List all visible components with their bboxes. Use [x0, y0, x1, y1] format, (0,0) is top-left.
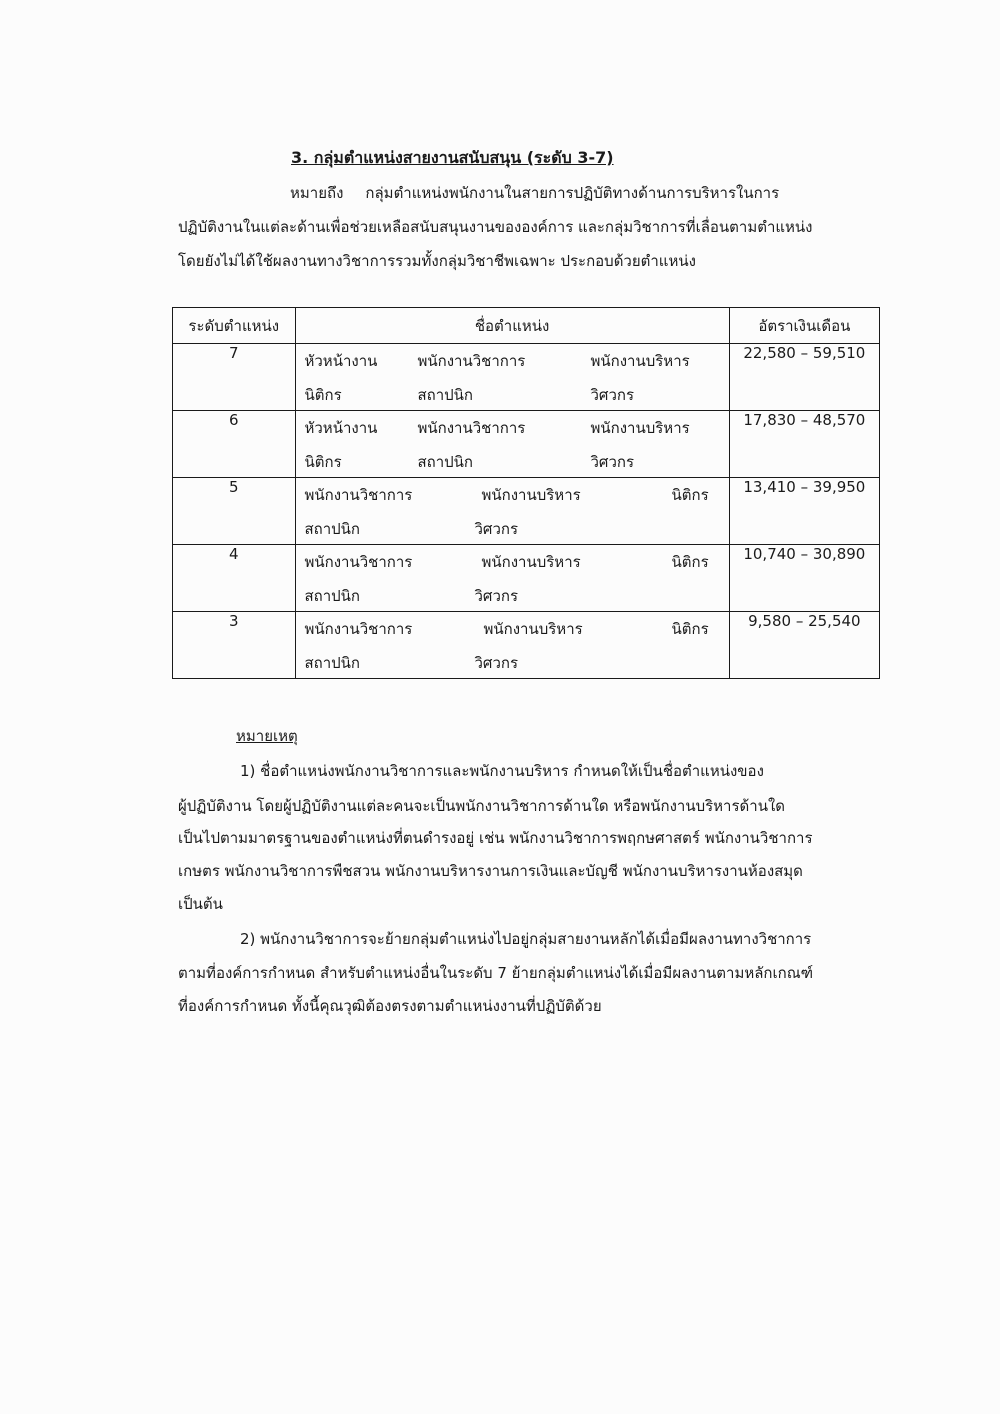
note2-line: ตามที่องค์การกำหนด สำหรับตำแหน่งอื่นในระดับ 7 ย้ายกลุ่มตำแหน่งได้เมื่อมีผลงานตามหลักเกณฑ์	[178, 964, 814, 982]
position-name: พนักงานบริหาร	[590, 419, 690, 437]
position-name: พนักงานบริหาร	[481, 486, 581, 504]
table-row	[173, 478, 880, 545]
position-name: วิศวกร	[590, 453, 635, 471]
level-cell: 4	[173, 545, 296, 612]
position-name: นิติกร	[671, 486, 709, 504]
header-salary: อัตราเงินเดือน	[729, 308, 879, 344]
position-name: พนักงานวิชาการ	[304, 486, 413, 504]
position-name: นิติกร	[304, 453, 342, 471]
position-name: นิติกร	[304, 386, 342, 404]
position-name: วิศวกร	[474, 654, 519, 672]
position-name: สถาปนิก	[304, 654, 361, 672]
position-name: วิศวกร	[474, 520, 519, 538]
names-cell	[295, 545, 729, 612]
position-name: วิศวกร	[590, 386, 635, 404]
names-cell	[295, 411, 729, 478]
note1-line: เป็นไปตามมาตรฐานของตำแหน่งที่ตนดำรงอยู่ เช่น พนักงานวิชาการพฤกษศาสตร์ พนักงานวิชาการ	[178, 829, 813, 847]
level-cell: 6	[173, 411, 296, 478]
position-name: หัวหน้างาน	[304, 352, 378, 370]
definition-line-3: โดยยังไม่ได้ใช้ผลงานทางวิชาการรวมทั้งกลุ่มวิชาชีพเฉพาะ ประกอบด้วยตำแหน่ง	[178, 252, 696, 270]
position-name: นิติกร	[671, 553, 709, 571]
level-cell: 3	[173, 612, 296, 679]
note1-line: เป็นต้น	[178, 895, 223, 913]
salary-cell: 9,580 – 25,540	[729, 612, 879, 679]
header-level: ระดับตำแหน่ง	[173, 308, 296, 344]
definition-line-2: ปฏิบัติงานในแต่ละด้านเพื่อช่วยเหลือสนับสนุนงานขององค์การ และกลุ่มวิชาการที่เลื่อนตามตำแหน่ง	[178, 218, 813, 236]
note1-line: ผู้ปฏิบัติงาน โดยผู้ปฏิบัติงานแต่ละคนจะเป็นพนักงานวิชาการด้านใด หรือพนักงานบริหารด้านใด	[178, 797, 786, 815]
position-name: สถาปนิก	[304, 520, 361, 538]
salary-cell: 13,410 – 39,950	[729, 478, 879, 545]
position-name: หัวหน้างาน	[304, 419, 378, 437]
header-position-names: ชื่อตำแหน่ง	[295, 308, 729, 344]
names-cell	[295, 612, 729, 679]
salary-cell: 10,740 – 30,890	[729, 545, 879, 612]
note2-line: ที่องค์การกำหนด ทั้งนี้คุณวุฒิต้องตรงตามตำแหน่งงานที่ปฏิบัติด้วย	[178, 997, 602, 1015]
positions-table	[172, 307, 880, 679]
salary-cell: 17,830 – 48,570	[729, 411, 879, 478]
table-header-row	[173, 308, 880, 344]
section-heading: 3. กลุ่มตำแหน่งสายงานสนับสนุน (ระดับ 3-7)	[291, 148, 614, 167]
table-row	[173, 545, 880, 612]
level-cell: 5	[173, 478, 296, 545]
definition-text-1: กลุ่มตำแหน่งพนักงานในสายการปฏิบัติทางด้านการบริหารในการ	[365, 184, 780, 202]
table-row	[173, 344, 880, 411]
position-name: สถาปนิก	[304, 587, 361, 605]
position-name: สถาปนิก	[417, 453, 474, 471]
notes-title: หมายเหตุ	[236, 727, 298, 745]
position-name: วิศวกร	[474, 587, 519, 605]
position-name: พนักงานบริหาร	[590, 352, 690, 370]
note1-line: เกษตร พนักงานวิชาการพืชสวน พนักงานบริหารงานการเงินและบัญชี พนักงานบริหารงานห้องสมุด	[178, 862, 803, 880]
table-row	[173, 612, 880, 679]
position-name: นิติกร	[671, 620, 709, 638]
position-name: พนักงานบริหาร	[481, 553, 581, 571]
position-name: พนักงานวิชาการ	[417, 352, 526, 370]
definition-line-1	[290, 181, 954, 205]
definition-term: หมายถึง	[290, 184, 344, 202]
note1-line: 1) ชื่อตำแหน่งพนักงานวิชาการและพนักงานบริหาร กำหนดให้เป็นชื่อตำแหน่งของ	[240, 762, 764, 780]
position-name: พนักงานบริหาร	[483, 620, 583, 638]
level-cell: 7	[173, 344, 296, 411]
salary-cell: 22,580 – 59,510	[729, 344, 879, 411]
names-cell	[295, 478, 729, 545]
position-name: สถาปนิก	[417, 386, 474, 404]
table-row	[173, 411, 880, 478]
position-name: พนักงานวิชาการ	[304, 620, 413, 638]
position-name: พนักงานวิชาการ	[417, 419, 526, 437]
names-cell	[295, 344, 729, 411]
note2-line: 2) พนักงานวิชาการจะย้ายกลุ่มตำแหน่งไปอยู่กลุ่มสายงานหลักได้เมื่อมีผลงานทางวิชาการ	[240, 930, 812, 948]
position-name: พนักงานวิชาการ	[304, 553, 413, 571]
